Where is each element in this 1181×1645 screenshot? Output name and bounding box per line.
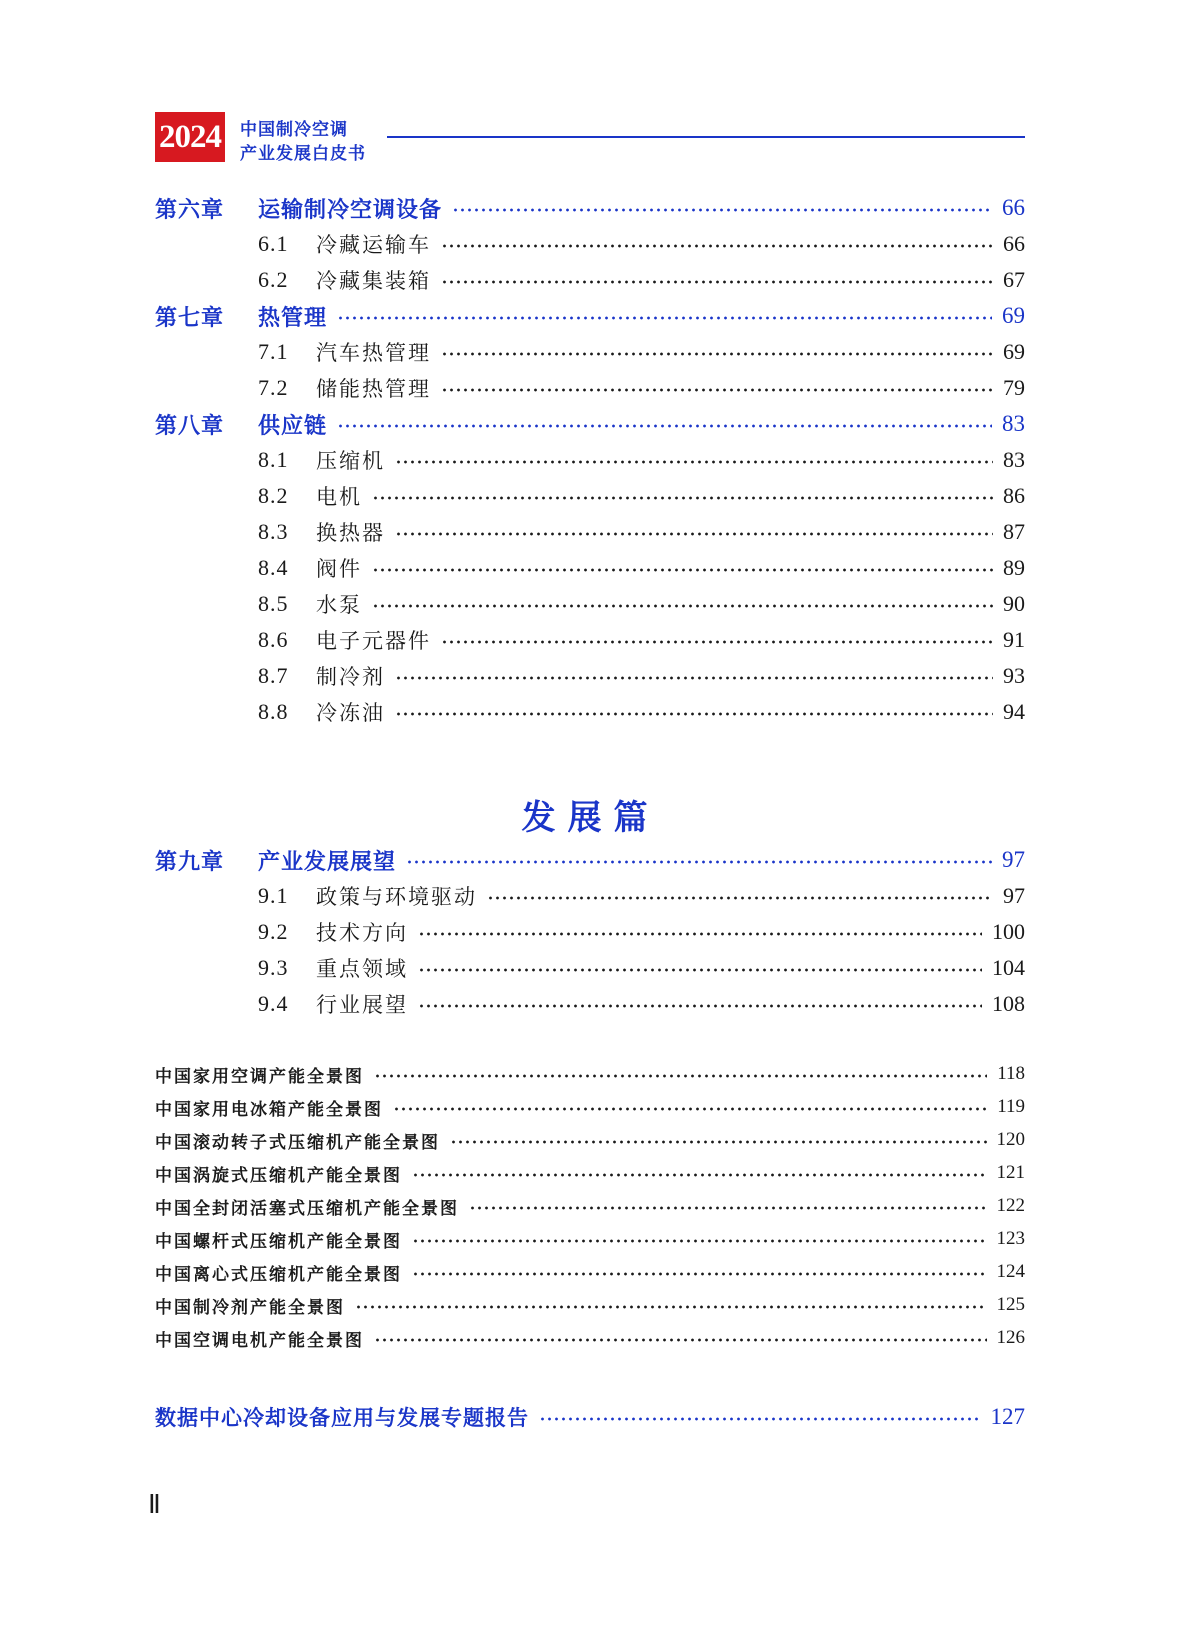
toc-section-9-4[interactable] (258, 989, 1025, 1019)
leader-dots (441, 351, 993, 357)
toc-special-report[interactable] (155, 1401, 1025, 1433)
toc-section-8-3[interactable] (258, 517, 1025, 547)
toc-section-8-6[interactable] (258, 625, 1025, 655)
appendix-item[interactable] (155, 1225, 1025, 1253)
toc-section-8-4[interactable] (258, 553, 1025, 583)
page-ref: 118 (997, 1063, 1025, 1084)
page-header (155, 112, 1025, 162)
section-title: 行业展望 (316, 993, 408, 1017)
section-title: 政策与环境驱动 (316, 885, 477, 909)
appendix-title: 中国全封闭活塞式压缩机产能全景图 (155, 1198, 459, 1219)
leader-dots (372, 603, 993, 609)
appendix-title: 中国滚动转子式压缩机产能全景图 (155, 1132, 440, 1153)
page-ref: 104 (992, 955, 1025, 980)
chapter-number: 第六章 (155, 197, 225, 223)
page-ref: 123 (996, 1228, 1025, 1249)
section-number: 9.1 (258, 883, 289, 908)
appendix-title: 中国涡旋式压缩机产能全景图 (155, 1165, 402, 1186)
section-title: 压缩机 (316, 449, 385, 473)
section-title: 电机 (316, 485, 362, 509)
section-number: 8.1 (258, 447, 289, 472)
toc-section-6-2[interactable] (258, 265, 1025, 295)
page-ref: 124 (996, 1261, 1025, 1282)
page-ref: 90 (1003, 591, 1025, 616)
chapter-number: 第八章 (155, 413, 225, 439)
page-ref: 66 (1002, 195, 1025, 220)
leader-dots (412, 1271, 987, 1277)
section-number: 9.2 (258, 919, 289, 944)
page-ref: 94 (1003, 699, 1025, 724)
leader-dots (337, 315, 992, 321)
toc-section-7-2[interactable] (258, 373, 1025, 403)
leader-dots (372, 567, 993, 573)
toc-chapter-9[interactable] (155, 845, 1025, 875)
page-ref: 125 (996, 1294, 1025, 1315)
toc-section-9-3[interactable] (258, 953, 1025, 983)
page-ref: 120 (996, 1129, 1025, 1150)
page-ref: 87 (1003, 519, 1025, 544)
page-ref: 121 (996, 1162, 1025, 1183)
section-title: 储能热管理 (316, 377, 431, 401)
leader-dots (441, 639, 993, 645)
leader-dots (412, 1172, 987, 1178)
toc-section-8-5[interactable] (258, 589, 1025, 619)
appendix-item[interactable] (155, 1324, 1025, 1352)
page-ref: 127 (990, 1404, 1025, 1429)
appendix-item[interactable] (155, 1192, 1025, 1220)
appendix-item[interactable] (155, 1126, 1025, 1154)
appendix-title: 中国家用电冰箱产能全景图 (155, 1099, 383, 1120)
page-ref: 66 (1003, 231, 1025, 256)
section-title: 冷藏运输车 (316, 233, 431, 257)
leader-dots (418, 1003, 982, 1009)
toc-section-9-2[interactable] (258, 917, 1025, 947)
section-number: 7.2 (258, 375, 289, 400)
part-title: 发展篇 (521, 798, 660, 838)
section-title: 水泵 (316, 593, 362, 617)
leader-dots (441, 387, 993, 393)
page-ref: 91 (1003, 627, 1025, 652)
section-number: 8.6 (258, 627, 289, 652)
toc-section-6-1[interactable] (258, 229, 1025, 259)
toc-section-7-1[interactable] (258, 337, 1025, 367)
section-title: 电子元器件 (316, 629, 431, 653)
chapter-number: 第七章 (155, 305, 225, 331)
section-title: 换热器 (316, 521, 385, 545)
page-ref: 69 (1003, 339, 1025, 364)
leader-dots (487, 895, 993, 901)
page-ref: 122 (996, 1195, 1025, 1216)
page-ref: 108 (992, 991, 1025, 1016)
section-number: 6.2 (258, 267, 289, 292)
leader-dots (418, 931, 982, 937)
page-ref: 69 (1002, 303, 1025, 328)
section-title: 制冷剂 (316, 665, 385, 689)
page-ref: 100 (992, 919, 1025, 944)
leader-dots (441, 279, 993, 285)
section-number: 6.1 (258, 231, 289, 256)
appendix-title: 中国螺杆式压缩机产能全景图 (155, 1231, 402, 1252)
appendix-item[interactable] (155, 1159, 1025, 1187)
section-number: 8.2 (258, 483, 289, 508)
page-number: Ⅱ (148, 1490, 161, 1519)
toc-section-8-2[interactable] (258, 481, 1025, 511)
section-title: 冷藏集装箱 (316, 269, 431, 293)
section-number: 7.1 (258, 339, 289, 364)
appendix-item[interactable] (155, 1258, 1025, 1286)
special-report-title: 数据中心冷却设备应用与发展专题报告 (155, 1406, 529, 1430)
chapter-title: 热管理 (258, 305, 328, 331)
page-ref: 97 (1003, 883, 1025, 908)
page-ref: 93 (1003, 663, 1025, 688)
leader-dots (393, 1106, 987, 1112)
section-number: 8.8 (258, 699, 289, 724)
appendix-item[interactable] (155, 1093, 1025, 1121)
leader-dots (539, 1416, 981, 1422)
appendix-title: 中国制冷剂产能全景图 (155, 1297, 345, 1318)
page-ref: 86 (1003, 483, 1025, 508)
book-title-line2: 产业发展白皮书 (240, 144, 366, 164)
leader-dots (395, 675, 993, 681)
toc-chapter-8[interactable] (155, 409, 1025, 439)
chapter-title: 供应链 (258, 413, 328, 439)
leader-dots (355, 1304, 987, 1310)
appendix-title: 中国家用空调产能全景图 (155, 1066, 364, 1087)
leader-dots (337, 423, 992, 429)
chapter-title: 产业发展展望 (258, 849, 397, 875)
section-title: 冷冻油 (316, 701, 385, 725)
page-ref: 67 (1003, 267, 1025, 292)
section-title: 汽车热管理 (316, 341, 431, 365)
section-number: 8.3 (258, 519, 289, 544)
appendix-item[interactable] (155, 1291, 1025, 1319)
appendix-item[interactable] (155, 1060, 1025, 1088)
leader-dots (395, 531, 993, 537)
toc-section-8-7[interactable] (258, 661, 1025, 691)
appendix-title: 中国空调电机产能全景图 (155, 1330, 364, 1351)
toc-section-8-8[interactable] (258, 697, 1025, 727)
section-number: 9.4 (258, 991, 289, 1016)
section-number: 8.5 (258, 591, 289, 616)
chapter-title: 运输制冷空调设备 (258, 197, 443, 223)
section-title: 技术方向 (316, 921, 408, 945)
leader-dots (395, 711, 993, 717)
leader-dots (406, 859, 992, 865)
toc-section-9-1[interactable] (258, 881, 1025, 911)
header-rule (387, 136, 1025, 138)
page-ref: 83 (1003, 447, 1025, 472)
page-ref: 97 (1002, 847, 1025, 872)
section-number: 9.3 (258, 955, 289, 980)
leader-dots (412, 1238, 987, 1244)
leader-dots (441, 243, 993, 249)
page-ref: 83 (1002, 411, 1025, 436)
appendix-title: 中国离心式压缩机产能全景图 (155, 1264, 402, 1285)
leader-dots (469, 1205, 987, 1211)
leader-dots (374, 1073, 987, 1079)
leader-dots (372, 495, 993, 501)
leader-dots (450, 1139, 987, 1145)
section-number: 8.4 (258, 555, 289, 580)
section-title: 重点领域 (316, 957, 408, 981)
page-ref: 126 (996, 1327, 1025, 1348)
leader-dots (418, 967, 982, 973)
logo-year: 2024 (155, 112, 225, 162)
toc-section-8-1[interactable] (258, 445, 1025, 475)
page-ref: 89 (1003, 555, 1025, 580)
toc-chapter-6[interactable] (155, 193, 1025, 223)
section-number: 8.7 (258, 663, 289, 688)
page-ref: 79 (1003, 375, 1025, 400)
toc-chapter-7[interactable] (155, 301, 1025, 331)
section-title: 阀件 (316, 557, 362, 581)
leader-dots (395, 459, 993, 465)
leader-dots (452, 207, 992, 213)
book-title-line1: 中国制冷空调 (240, 120, 348, 140)
leader-dots (374, 1337, 987, 1343)
page-ref: 119 (997, 1096, 1025, 1117)
chapter-number: 第九章 (155, 849, 225, 875)
